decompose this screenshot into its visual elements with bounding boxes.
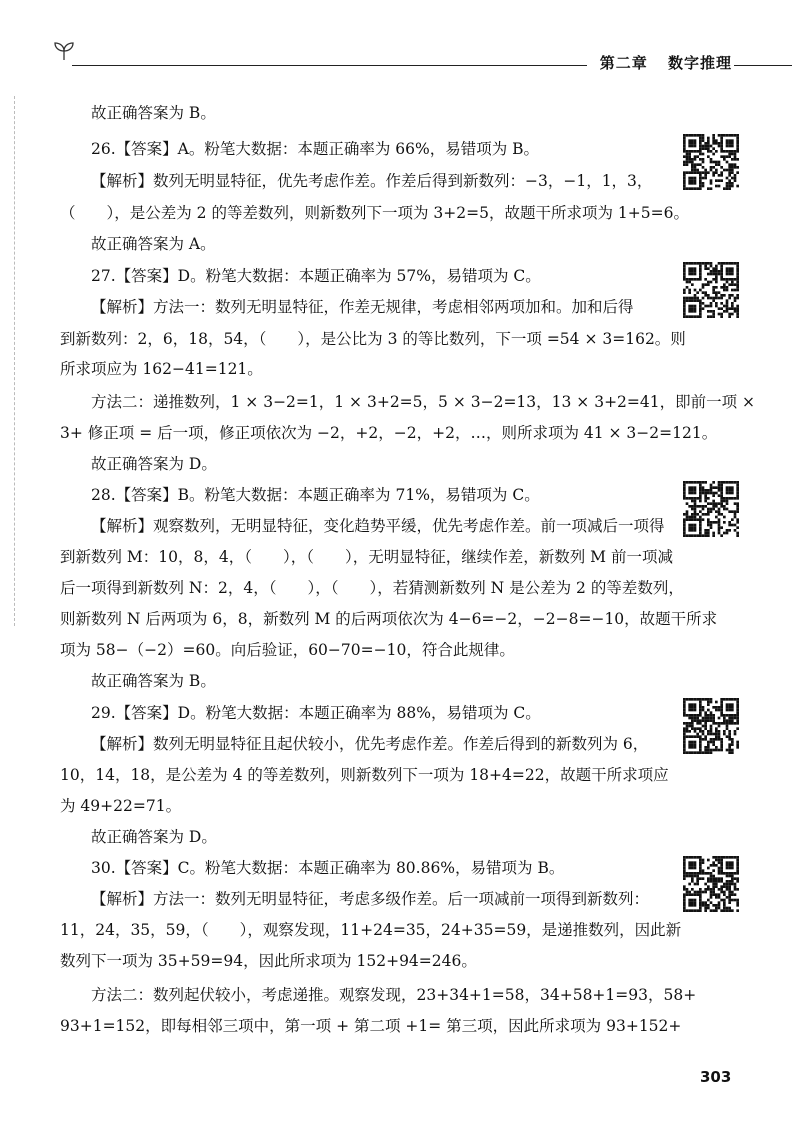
text-line: 故正确答案为 A。	[91, 235, 216, 253]
text-line: 26.【答案】A。粉笔大数据：本题正确率为 66%，易错项为 B。	[91, 140, 540, 158]
qr-code-icon[interactable]	[683, 262, 739, 318]
text-line: 30.【答案】C。粉笔大数据：本题正确率为 80.86%，易错项为 B。	[91, 859, 565, 877]
text-line: 数列下一项为 35+59=94，因此所求项为 152+94=246。	[60, 952, 477, 970]
text-line: 【解析】方法一：数列无明显特征，作差无规律，考虑相邻两项加和。加和后得	[91, 298, 634, 316]
text-line: 27.【答案】D。粉笔大数据：本题正确率为 57%，易错项为 C。	[91, 267, 541, 285]
text-line: 【解析】数列无明显特征且起伏较小，优先考虑作差。作差后得到的新数列为 6，	[91, 735, 649, 753]
text-line: 后一项得到新数列 N：2，4，（ ），（ ），若猜测新数列 N 是公差为 2 的等差数列，	[60, 579, 684, 597]
text-line: 故正确答案为 D。	[91, 828, 217, 846]
text-line: 11，24，35，59，（ ），观察发现，11+24=35，24+35=59，是递推数列，因此新	[60, 921, 682, 939]
text-line: 则新数列 N 后两项为 6，8，新数列 M 的后两项依次为 4−6=−2，−2−8=−10，故题干所求	[60, 610, 718, 628]
page-header	[52, 40, 792, 76]
text-line: 方法二：递推数列，1 × 3−2=1，1 × 3+2=5，5 × 3−2=13，13 × 3+2=41，即前一项 ×	[91, 393, 756, 411]
text-line: 故正确答案为 B。	[91, 672, 216, 690]
text-line: 28.【答案】B。粉笔大数据：本题正确率为 71%，易错项为 C。	[91, 486, 540, 504]
sprout-icon	[52, 40, 76, 62]
margin-rule	[14, 96, 17, 626]
text-line: 项为 58−（−2）=60。向后验证，60−70=−10，符合此规律。	[60, 641, 515, 659]
text-line: 【解析】方法一：数列无明显特征，考虑多级作差。后一项减前一项得到新数列：	[91, 890, 650, 908]
text-line: 到新数列：2，6，18，54，（ ），是公比为 3 的等比数列，下一项 =54 × 3=162。则	[60, 330, 686, 348]
text-line: 【解析】数列无明显特征，优先考虑作差。作差后得到新数列：−3，−1，1，3，	[91, 172, 653, 190]
text-line: （ ），是公差为 2 的等差数列，则新数列下一项为 3+2=5，故题干所求项为 1+5=6。	[60, 204, 689, 222]
text-line: 故正确答案为 B。	[91, 104, 216, 122]
qr-code-icon[interactable]	[683, 856, 739, 912]
chapter-title	[600, 52, 732, 73]
text-line: 29.【答案】D。粉笔大数据：本题正确率为 88%，易错项为 C。	[91, 704, 541, 722]
text-line: 故正确答案为 D。	[91, 455, 217, 473]
text-line: 方法二：数列起伏较小，考虑递推。观察发现，23+34+1=58，34+58+1=93，58+	[91, 986, 697, 1004]
text-line: 为 49+22=71。	[60, 797, 182, 815]
text-line: 93+1=152，即每相邻三项中，第一项 + 第二项 +1= 第三项，因此所求项为 93+152+	[60, 1017, 682, 1035]
page-number: 303	[700, 1068, 732, 1086]
text-line: 3+ 修正项 = 后一项，修正项依次为 −2，+2，−2，+2，…，则所求项为 41 × 3−2=121。	[60, 424, 718, 442]
qr-code-icon[interactable]	[683, 134, 739, 190]
text-line: 到新数列 M：10，8，4，（ ），（ ），无明显特征，继续作差，新数列 M 前一项减	[60, 548, 673, 566]
qr-code-icon[interactable]	[683, 698, 739, 754]
chapter-number: 第二章	[599, 54, 648, 72]
text-line: 【解析】观察数列，无明显特征，变化趋势平缓，优先考虑作差。前一项减后一项得	[91, 517, 665, 535]
section-title: 数字推理	[667, 54, 732, 72]
qr-code-icon[interactable]	[683, 481, 739, 537]
text-line: 所求项应为 162−41=121。	[60, 360, 263, 378]
text-line: 10，14，18，是公差为 4 的等差数列，则新数列下一项为 18+4=22，故题干所求项应	[60, 766, 669, 784]
header-rule-end	[734, 65, 792, 66]
header-rule	[72, 65, 587, 66]
